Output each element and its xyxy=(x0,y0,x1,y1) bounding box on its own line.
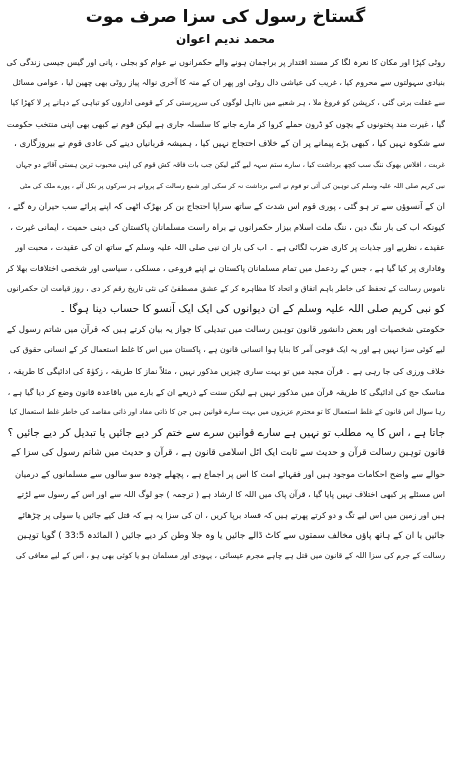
body-line: ان کے آنسوؤں سے تر ہو گئی ، پوری قوم اس شدت کے ساتھ سراپا احتجاج بن کر بھڑک اٹھی کہ اپنے پرائے سب حیران رہ گئے ، xyxy=(7,201,445,212)
body-line: جائیں یا ان کے ہاتھ پاؤں مخالف سمتوں سے کاٹ ڈالے جائیں یا وہ جلا وطن کر دیے جائیں ( المائدہ 33:5 ) گویا توہین xyxy=(17,530,445,541)
body-line: سے شکوہ نہیں کیا ، کبھی بڑے پیمانے پر ان کے خلاف احتجاج نہیں کیا ، ہمیشہ قربانیاں دینے کی عادی قوم نے بیروزگاری ، xyxy=(14,139,445,150)
body-line: قانون توہین رسالت قرآن و حدیث سے ثابت ایک اٹل اسلامی قانون ہے ، قرآن و حدیث میں شاتم رسول کی سزا کے xyxy=(10,448,445,459)
body-line: ناموس رسالت کے تحفظ کی خاطر باہم اتفاق و اتحاد کا مظاہرہ کر کے عشق مصطفیٰ کی نئی تاریخ رقم کر دی ، روز قیامت ان حکمرانوں xyxy=(6,283,445,293)
body-line: وفاداری پر کیا گیا ہے ، جس کے ردعمل میں تمام مسلمانان پاکستان نے اپنے فروعی ، مسلکی ، سیاسی اور شخصی اختلافات بھلا کر xyxy=(6,262,445,273)
body-line: غربت ، افلاس بھوک ننگ سب کچھ برداشت کیا ، سارے ستم سہہ لیے گئے لیکن جب بات فاقہ کش قوم کی اپنی محبوب ترین ہستی آقائے دو جہاں xyxy=(16,159,445,169)
body-line: مناسک حج کی ادائیگی کا طریقہ قرآن میں مذکور نہیں ہے لیکن سنت کے ذریعے ان کے بارے میں باقاعدہ قانون وضع کر دیا گیا ہے ، xyxy=(7,386,445,397)
body-line: روٹی کپڑا اور مکان کا نعرہ لگا کر مسند اقتدار پر براجمان ہونے والے حکمرانوں نے عوام کو بجلی ، پانی اور گیس جیسی زندگی کی xyxy=(6,57,445,67)
article-title: گستاخ رسول کی سزا صرف موت xyxy=(85,7,366,27)
body-line: عقیدے ، نظریے اور جذبات پر کاری ضرب لگائی ہے ۔ اب کی بار ان نبی صلی اللہ علیہ وسلم کے ساتھ ان کی عقیدت ، محبت اور xyxy=(15,242,445,253)
body-line: رسالت کے جرم کی سزا اللہ کے قانون میں قتل ہے چاہے مجرم عیسائی ، یہودی اور مسلمان ہو یا کوئی بھی ہو ، اس کے لیے معافی کی xyxy=(15,551,445,561)
body-line: حکومتی شخصیات اور بعض دانشور قانون توہین رسالت میں تبدیلی کا جواز یہ بیان کرتے ہیں کہ قرآن میں شاتم رسول کے xyxy=(6,324,445,335)
body-line: لیے کوئی سزا نہیں ہے اور یہ ایک فوجی آمر کا بنایا ہوا انسانی قانون ہے ، پاکستان میں اس کا غلط استعمال کر کے انسانی حقوق کی xyxy=(9,345,445,355)
body-line: رہا سوال اس قانون کے غلط استعمال کا تو محترم عزیزوں میں بہت سارے قوانین ہیں جن کا ذاتی مفاد اور ذاتی مقاصد کی خاطر غلط استعمال کیا xyxy=(9,407,445,417)
body-line: خلاف ورزی کی جا رہی ہے ۔ قرآن مجید میں تو بہت ساری چیزیں مذکور نہیں ، مثلاً نماز کا طریقہ ، زکوٰۃ کی ادائیگی کا طریقہ ، xyxy=(7,365,445,376)
body-line: حوالے سے واضح احکامات موجود ہیں اور فقہائے امت کا اس پر اجماع ہے ، پچھلے چودہ سو سالوں سے مسلمانوں کے درمیان xyxy=(15,468,445,479)
body-line: بنیادی سہولتوں سے محروم کیا ، غریب کی عیاشی دال روٹی اور پھر ان کے منہ کا آخری نوالہ پیاز روٹی بھی چھین لیا ، عوامی مسائل xyxy=(12,77,445,87)
body-line: ہیں اور زمین میں اس لیے تگ و دو کرتے پھرتے ہیں کہ فساد برپا کریں ، ان کی سزا یہ ہے کہ قتل کیے جائیں یا سولی پر چڑھائے xyxy=(17,510,445,521)
body-line: جاتا ہے ، اس کا یہ مطلب تو نہیں ہے سارے قوانین سرے سے ختم کر دیے جائیں یا تبدیل کر دیے جائیں ؟ xyxy=(7,426,445,439)
author-name: محمد ندیم اعوان xyxy=(176,32,275,46)
body-line: کیونکہ اب کی بار ننگ دین ، ننگ ملت اسلام بیزار حکمرانوں نے براہ راست مسلمانان پاکستان کی دینی حمیت ، ایمانی غیرت ، xyxy=(10,221,445,232)
article-body xyxy=(6,52,445,752)
body-line: نبی کریم صلی اللہ علیہ وسلم کی توہین کی آئی تو قوم نے اسے برداشت نہ کر سکی اور شمع رسالت کے پروانے ہر سرکوں پر نکل آئے ، پورے ملک کی مٹی xyxy=(19,181,445,190)
body-line: کو نبی کریم صلی اللہ علیہ وسلم کے ان دیوانوں کی ایک ایک آنسو کا حساب دینا ہوگا ۔ xyxy=(59,303,445,316)
body-line: گیا ، غیرت مند پختونوں کے بچوں کو ڈرون حملے کروا کر مارے جانے کا سلسلہ جاری ہے لیکن قوم نے کبھی بھی اپنی منتخب حکومت xyxy=(6,118,445,129)
body-line: اس مسئلے پر کبھی اختلاف نہیں پایا گیا ، قرآن پاک میں اللہ کا ارشاد ہے ( ترجمہ ) جو لوگ اللہ سے اور اس کے رسول سے لڑتے xyxy=(17,489,445,500)
body-line: سے غفلت برتی گئی ، کرپشن کو فروغ ملا ، ہر شعبے میں نااہل لوگوں کی سرپرستی کر کے قومی اداروں کو تباہی کے دہانے پر لا کھڑا کیا xyxy=(10,98,445,108)
